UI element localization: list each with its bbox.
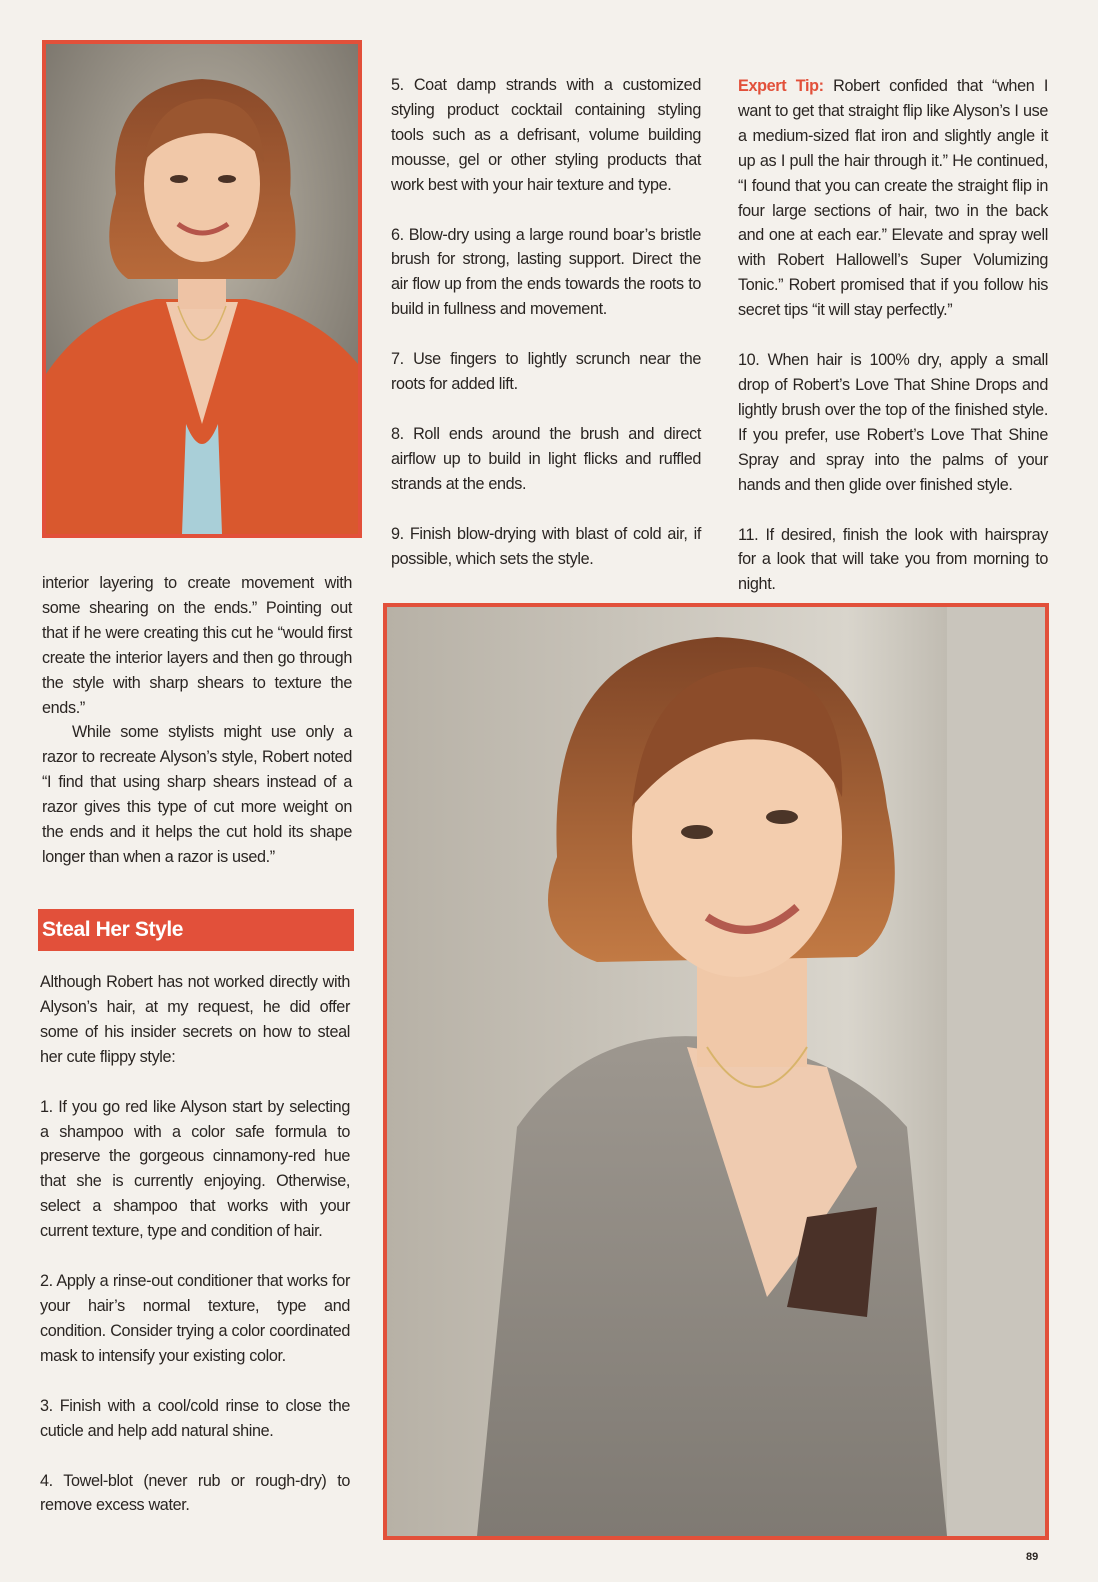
right-column-tips [738,74,1048,597]
expert-tip-text: Robert confided that “when I want to get that straight flip like Alyson’s I use a medium-sized flat iron and slightly angle it up as I pull the hair through it.” He continued, “I found that you can create the straight flip in four large sections of hair, two in the back and one at each ear.” Elevate and spray well with Robert Hallowell’s Super Volumizing Tonic.” Robert promised that if you follow his secret tips “it will stay perfectly.” [738,77,1048,320]
top-portrait-photo [42,40,362,538]
step-item: 8. Roll ends around the brush and direct airflow up to build in light flicks and ruffled strands at the ends. [391,424,701,493]
portrait-photo-grey-cardigan-icon [387,607,1045,1536]
step-item: 6. Blow-dry using a large round boar’s bristle brush for strong, lasting support. Direct the air flow up from the ends towards the roots to build in fullness and movement. [391,225,701,319]
step-item: 10. When hair is 100% dry, apply a small drop of Robert’s Love That Shine Drops and lightly brush over the top of the finished style. If you prefer, use Robert’s Love That Shine Spray and spray into the palms of your hands and then glide over finished style. [738,351,1048,494]
middle-column-steps [391,73,701,572]
step-item: 7. Use fingers to lightly scrunch near the roots for added lift. [391,350,701,394]
left-column-upper-text [42,571,352,870]
step-item: 5. Coat damp strands with a customized styling product cocktail containing styling tools such as a defrisant, volume building mousse, gel or other styling products that work best with your hair texture and type. [391,76,701,194]
step-item: 1. If you go red like Alyson start by selecting a shampoo with a color safe formula to preserve the gorgeous cinnamony-red hue that she is currently enjoying. Otherwise, select a shampoo that works with your current texture, type and condition of hair. [40,1097,350,1241]
body-paragraph: interior layering to create movement with some shearing on the ends.” Pointing out that if he were creating this cut he “would first create the interior layers and then go through the style with sharp shears to texture the ends.” [42,574,352,717]
body-paragraph: While some stylists might use only a razor to recreate Alyson’s style, Robert noted “I find that using sharp shears instead of a razor gives this type of cut more weight on the ends and it helps the cut hold its shape longer than when a razor is used.” [42,723,352,866]
step-item: 4. Towel-blot (never rub or rough-dry) to remove excess water. [40,1471,350,1515]
step-item: 2. Apply a rinse-out conditioner that works for your hair’s normal texture, type and condition. Consider trying a color coordinated mask to intensify your existing color. [40,1272,350,1365]
portrait-photo-red-hoodie-icon [46,44,358,534]
page-number: 89 [1026,1551,1039,1563]
expert-tip [738,74,1048,323]
step-item: 3. Finish with a cool/cold rinse to close the cuticle and help add natural shine. [40,1396,350,1440]
step-item: 11. If desired, finish the look with hairspray for a look that will take you from morning to night. [738,525,1048,594]
expert-tip-label: Expert Tip: [738,77,824,95]
step-item: 9. Finish blow-drying with blast of cold air, if possible, which sets the style. [391,524,701,568]
section-intro: Although Robert has not worked directly with Alyson’s hair, at my request, he did offer some of his insider secrets on how to steal her cute flippy style: [40,973,350,1066]
left-column-steps [40,970,350,1518]
section-header-steal-her-style: Steal Her Style [38,909,354,951]
main-portrait-photo [383,603,1049,1540]
